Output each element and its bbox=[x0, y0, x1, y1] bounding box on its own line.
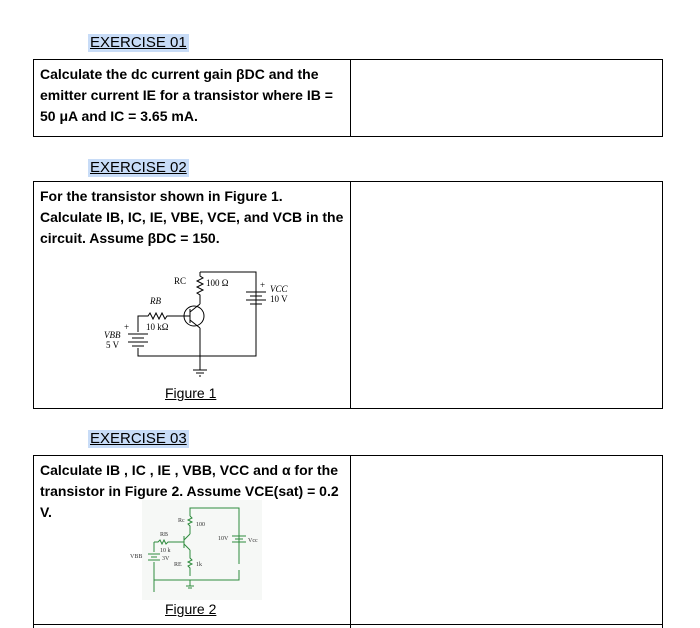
vbb-label: VBB bbox=[104, 330, 121, 340]
figure-1-circuit bbox=[34, 262, 351, 402]
exercise-02-answer-cell[interactable] bbox=[351, 182, 662, 408]
exercise-02-question bbox=[34, 182, 350, 249]
exercise-02-table bbox=[33, 181, 663, 409]
transistor-collector bbox=[190, 304, 200, 312]
figure-1-caption: Figure 1 bbox=[165, 385, 217, 401]
rc-resistor bbox=[197, 272, 203, 304]
rc-value: 100 Ω bbox=[206, 278, 229, 288]
exercise-03-heading: EXERCISE 03 bbox=[90, 430, 187, 447]
exercise-02-line-3: circuit. Assume βDC = 150. bbox=[40, 230, 220, 246]
transistor-emitter bbox=[190, 320, 200, 328]
vcc-plus: + bbox=[260, 280, 266, 290]
exercise-02-line-2: Calculate IB, IC, IE, VBE, VCE, and VCB in the bbox=[40, 209, 344, 225]
figure-2-caption: Figure 2 bbox=[165, 601, 217, 617]
fig2-vbb-value: 3V bbox=[162, 556, 170, 562]
exercise-02-heading: EXERCISE 02 bbox=[90, 159, 187, 176]
exercise-02-question-cell bbox=[34, 182, 351, 408]
fig2-vbb-label: VBB bbox=[130, 554, 143, 560]
exercise-01-line-3: 50 μA and IC = 3.65 mA. bbox=[40, 108, 198, 124]
fig2-re-label: RE bbox=[174, 562, 182, 568]
exercise-03-line-2: transistor in Figure 2. Assume VCE(sat) = 0.2 V. bbox=[40, 483, 339, 520]
fig2-rb-value: 10 k bbox=[160, 548, 171, 554]
rc-label: RC bbox=[174, 276, 187, 286]
vcc-value: 10 V bbox=[270, 294, 288, 304]
page-bottom-line bbox=[33, 624, 663, 625]
exercise-02-line-1: For the transistor shown in Figure 1. bbox=[40, 188, 283, 204]
exercise-03-line-1: Calculate IB , IC , IE , VBB, VCC and α for the bbox=[40, 462, 338, 478]
exercise-01-table bbox=[33, 59, 663, 137]
rb-value: 10 kΩ bbox=[146, 322, 169, 332]
fig2-rc-label: Rc bbox=[178, 518, 185, 524]
exercise-03-answer-cell[interactable] bbox=[351, 456, 662, 628]
vbb-wire bbox=[138, 316, 144, 332]
rb-label: RB bbox=[150, 296, 161, 306]
exercise-03-table bbox=[33, 455, 663, 628]
exercise-01-heading: EXERCISE 01 bbox=[90, 34, 187, 51]
fig2-re-value: 1k bbox=[196, 562, 202, 568]
figure-2-circuit bbox=[34, 496, 351, 606]
exercise-01-question bbox=[34, 60, 350, 127]
vbb-plus: + bbox=[124, 322, 130, 332]
exercise-03-question-cell bbox=[34, 456, 351, 628]
exercise-01-answer-cell[interactable] bbox=[351, 60, 662, 136]
vbb-value: 5 V bbox=[106, 340, 120, 350]
fig2-vcc-label: Vcc bbox=[248, 538, 258, 544]
vcc-label: VCC bbox=[270, 284, 288, 294]
fig2-vcc-value: 10V bbox=[218, 536, 229, 542]
exercise-01-line-2: emitter current IE for a transistor where IB = bbox=[40, 87, 333, 103]
rb-resistor bbox=[144, 313, 190, 319]
exercise-01-line-1: Calculate the dc current gain βDC and the bbox=[40, 66, 319, 82]
fig2-rc-value: 100 bbox=[196, 522, 205, 528]
exercise-01-question-cell bbox=[34, 60, 351, 136]
fig2-rb-label: RB bbox=[160, 532, 169, 538]
